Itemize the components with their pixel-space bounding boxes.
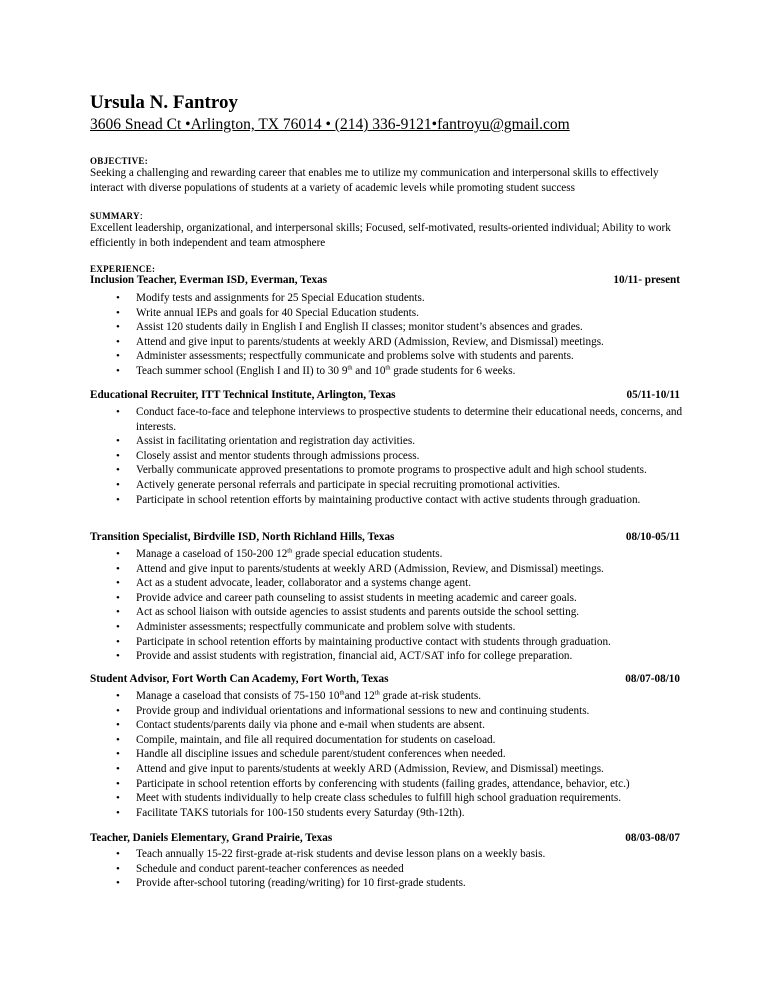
list-item: • Facilitate TAKS tutorials for 100-150 students every Saturday (9th-12th). [90, 806, 690, 821]
bullet-text: grade at-risk students. [379, 690, 482, 702]
job-title: Student Advisor, Fort Worth Can Academy, Fort Worth, Texas [90, 673, 389, 685]
list-item: • Participate in school retention efforts by maintaining productive contact with active students through graduation. [90, 493, 690, 508]
list-item: • Contact students/parents daily via phone and e-mail when students are absent. [90, 718, 690, 733]
job-duties-list [90, 847, 690, 891]
list-item [90, 364, 690, 379]
job-heading [90, 389, 680, 401]
superscript: th [374, 689, 380, 697]
superscript: th [385, 364, 391, 372]
job-duties-list [90, 405, 690, 507]
list-item: • Schedule and conduct parent-teacher conferences as needed [90, 862, 690, 877]
list-item: • Assist in facilitating orientation and registration day activities. [90, 434, 690, 449]
summary-label-text: SUMMARY [90, 211, 140, 221]
list-item: • Write annual IEPs and goals for 40 Special Education students. [90, 306, 690, 321]
bullet-text: grade students for 6 weeks. [390, 364, 516, 377]
list-item: • Teach annually 15-22 first-grade at-risk students and devise lesson plans on a weekly basis. [90, 847, 690, 862]
list-item: • Provide advice and career path counseling to assist students in meeting academic and career goals. [90, 591, 690, 606]
job-heading [90, 832, 680, 844]
list-item: • Meet with students individually to help create class schedules to fulfill high school graduation requirements. [90, 791, 690, 806]
list-item: • Handle all discipline issues and schedule parent/student conferences when needed. [90, 747, 690, 762]
experience-label: EXPERIENCE: [90, 264, 156, 274]
list-item: • Attend and give input to parents/students at weekly ARD (Admission, Review, and Dismissal) meetings. [90, 762, 690, 777]
summary-text: Excellent leadership, organizational, and interpersonal skills; Focused, self-motivated, results-oriented individual; Ability to work efficiently in both independent and team atmosphere [90, 222, 671, 249]
candidate-name: Ursula N. Fantroy [90, 92, 238, 113]
list-item: • Attend and give input to parents/students at weekly ARD (Admission, Review, and Dismissal) meetings. [90, 562, 690, 577]
superscript: th [339, 689, 345, 697]
list-item: • Conduct face-to-face and telephone interviews to prospective students to determine their educational needs, concerns, and interests. [90, 405, 690, 434]
list-item [90, 547, 690, 562]
job-heading [90, 274, 680, 286]
job-duties-list [90, 291, 690, 379]
list-item: • Administer assessments; respectfully communicate and problems solve with students and parents. [90, 349, 690, 364]
bullet-text: grade special education students. [292, 548, 443, 560]
list-item: • Act as school liaison with outside agencies to assist students and parents outside the school setting. [90, 605, 690, 620]
list-item: • Provide after-school tutoring (reading/writing) for 10 first-grade students. [90, 876, 690, 891]
list-item: • Participate in school retention efforts by maintaining productive contact with students through graduation. [90, 635, 690, 650]
bullet-text: and 12 [344, 690, 375, 702]
list-item: • Assist 120 students daily in English I and English II classes; monitor student’s absences and grades. [90, 320, 690, 335]
job-dates: 08/03-08/07 [625, 832, 680, 844]
summary-label-colon: : [139, 210, 144, 222]
job-heading [90, 673, 680, 685]
job-dates: 08/10-05/11 [625, 531, 680, 543]
objective-text: Seeking a challenging and rewarding career that enables me to utilize my communication and interpersonal skills to effectively interact with diverse populations of students at a variety of academic levels while promoting student success [90, 167, 659, 194]
contact-line [90, 116, 570, 134]
bullet-text: Manage a caseload of 150-200 12 [136, 548, 288, 560]
superscript: th [287, 547, 293, 555]
job-dates: 05/11-10/11 [626, 389, 680, 401]
list-item: • Closely assist and mentor students through admissions process. [90, 449, 690, 464]
list-item: • Actively generate personal referrals and participate in special recruiting promotional activities. [90, 478, 690, 493]
list-item: • Verbally communicate approved presentations to promote programs to prospective adult and high school students. [90, 463, 690, 478]
list-item: • Provide group and individual orientations and informational sessions to new and continuing students. [90, 704, 690, 719]
list-item: • Modify tests and assignments for 25 Special Education students. [90, 291, 690, 306]
bullet-text: Teach summer school (English I and II) to 30 9 [136, 364, 348, 377]
job-title: Teacher, Daniels Elementary, Grand Prairie, Texas [90, 832, 333, 844]
list-item: • Attend and give input to parents/students at weekly ARD (Admission, Review, and Dismissal) meetings. [90, 335, 690, 350]
list-item [90, 689, 690, 704]
objective-label: OBJECTIVE: [90, 156, 149, 166]
list-item: • Participate in school retention efforts by conferencing with students (failing grades, attendance, behavior, etc.) [90, 777, 690, 792]
list-item: • Compile, maintain, and file all required documentation for students on caseload. [90, 733, 690, 748]
list-item: • Act as a student advocate, leader, collaborator and a systems change agent. [90, 576, 690, 591]
job-dates: 08/07-08/10 [625, 673, 680, 685]
job-title: Inclusion Teacher, Everman ISD, Everman, Texas [90, 274, 328, 286]
job-dates: 10/11- present [613, 274, 680, 286]
job-duties-list [90, 689, 690, 820]
superscript: th [347, 364, 353, 372]
list-item: • Provide and assist students with registration, financial aid, ACT/SAT info for college preparation. [90, 649, 690, 664]
contact-address: 3606 Snead Ct •Arlington, TX 76014 • (214) 336-9121•fantroyu@gmail.com [90, 116, 570, 133]
bullet-text: Manage a caseload that consists of 75-150 10 [136, 690, 340, 702]
list-item: • Administer assessments; respectfully communicate and problem solve with students. [90, 620, 690, 635]
bullet-text: and 10 [352, 364, 386, 377]
job-duties-list [90, 547, 690, 664]
job-title: Educational Recruiter, ITT Technical Institute, Arlington, Texas [90, 389, 396, 401]
job-heading [90, 531, 680, 543]
job-title: Transition Specialist, Birdville ISD, North Richland Hills, Texas [90, 531, 395, 543]
